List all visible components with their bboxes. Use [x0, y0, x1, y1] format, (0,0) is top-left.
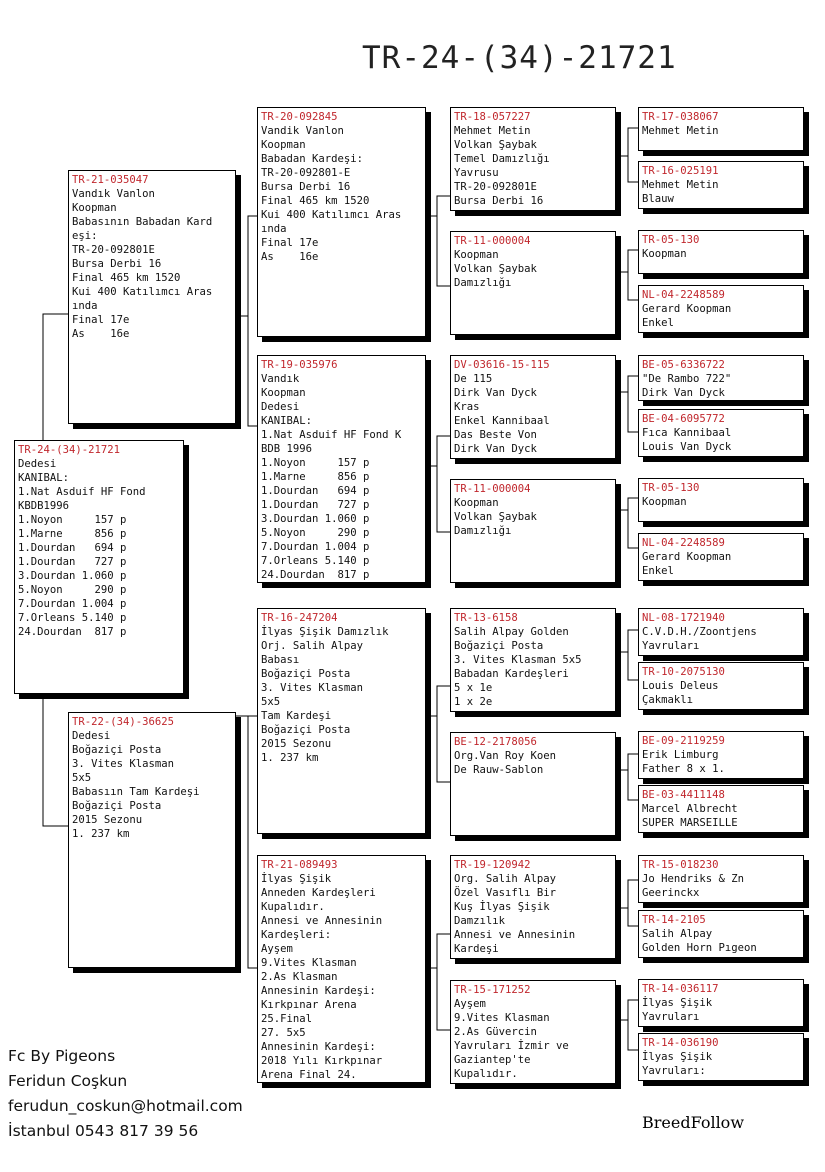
pedigree-box-gen5-16[interactable] [638, 1033, 804, 1081]
ring-number: TR-16-025191 [642, 165, 719, 177]
pedigree-box-dam-dam[interactable] [257, 855, 426, 1083]
detail-line: De Rauw-Sablon [454, 764, 544, 776]
detail-line: Bursa Derbi 16 [72, 258, 162, 270]
detail-line: SUPER MARSEILLE [642, 817, 738, 829]
detail-line: Golden Horn Pıgeon [642, 942, 757, 954]
box-details [642, 625, 800, 653]
box-details [454, 872, 612, 956]
detail-line: ında [261, 223, 287, 235]
detail-line: Enkel [642, 565, 674, 577]
detail-line: Boğaziçi Posta [72, 800, 162, 812]
pedigree-box-gen5-4[interactable] [638, 285, 804, 333]
detail-line: Annesinin Kardeşi: [261, 985, 376, 997]
ring-number: BE-09-2119259 [642, 735, 725, 747]
detail-line: Kardeşleri: [261, 929, 332, 941]
detail-line: 1.Dourdan 727 p [18, 556, 127, 568]
detail-line: 1.Noyon 157 p [18, 514, 127, 526]
detail-line: Louis Van Dyck [642, 441, 732, 453]
detail-line: 2015 Sezonu [261, 738, 332, 750]
detail-line: Vandık [261, 373, 300, 385]
ring-number: NL-08-1721940 [642, 612, 725, 624]
detail-line: Yavruları [642, 640, 700, 652]
pedigree-box-dds[interactable] [450, 855, 616, 959]
detail-line: Dirk Van Dyck [642, 387, 725, 399]
ring-number: TR-20-092845 [261, 111, 338, 123]
detail-line: Tam Kardeşi [261, 710, 332, 722]
detail-line: Bursa Derbi 16 [261, 181, 351, 193]
detail-line: Gerard Koopman [642, 551, 732, 563]
ring-number: TR-19-035976 [261, 359, 338, 371]
detail-line: Orj. Salih Alpay [261, 640, 364, 652]
detail-line: Org.Van Roy Koen [454, 750, 557, 762]
ring-number: TR-11-000004 [454, 235, 531, 247]
ring-number: TR-14-036117 [642, 983, 719, 995]
detail-line: Final 465 km 1520 [261, 195, 370, 207]
detail-line: 5x5 [261, 696, 281, 708]
detail-line: Ayşem [454, 998, 486, 1010]
ring-number: TR-14-2105 [642, 914, 706, 926]
detail-line: 3. Vites Klasman 5x5 [454, 654, 582, 666]
detail-line: Erik Limburg [642, 749, 719, 761]
detail-line: Koopman [72, 202, 117, 214]
detail-line: Babasının Babadan Kard [72, 216, 213, 228]
detail-line: BDB 1996 [261, 443, 313, 455]
box-details [72, 729, 232, 841]
detail-line: 9.Vites Klasman [261, 957, 357, 969]
box-details [642, 1050, 800, 1078]
detail-line: Geerinckx [642, 887, 700, 899]
detail-line: Koopman [642, 248, 687, 260]
detail-line: 2018 Yılı Kırkpınar [261, 1055, 383, 1067]
detail-line: Kupalıdır. [261, 901, 325, 913]
pedigree-box-gen5-3[interactable] [638, 230, 804, 274]
detail-line: eşi: [72, 230, 98, 242]
detail-line: Babasıın Tam Kardeşi [72, 786, 200, 798]
pedigree-box-sss[interactable] [450, 107, 616, 211]
detail-line: 2.As Güvercin [454, 1026, 537, 1038]
detail-line: Annesinin Kardeşi: [261, 1041, 376, 1053]
ring-number: NL-04-2248589 [642, 537, 725, 549]
box-details [454, 248, 612, 290]
credit-email: ferudun_coskun@hotmail.com [8, 1097, 243, 1115]
detail-line: ında [72, 300, 98, 312]
detail-line: 5.Noyon 290 p [18, 584, 127, 596]
pedigree-box-gen5-9[interactable] [638, 608, 804, 656]
detail-line: Yavruları [642, 1011, 700, 1023]
detail-line: "De Rambo 722" [642, 373, 732, 385]
detail-line: Enkel [642, 317, 674, 329]
box-details [454, 997, 612, 1081]
box-details [261, 872, 422, 1082]
detail-line: Boğaziçi Posta [72, 744, 162, 756]
detail-line: KANIBAL: [261, 415, 313, 427]
pedigree-box-gen5-1[interactable] [638, 107, 804, 151]
detail-line: Kırkpınar Arena [261, 999, 357, 1011]
detail-line: KBDB1996 [18, 500, 70, 512]
pedigree-box-dsd[interactable] [450, 732, 616, 836]
pedigree-box-gen5-8[interactable] [638, 533, 804, 581]
detail-line: Salih Alpay [642, 928, 713, 940]
ring-number: BE-12-2178056 [454, 736, 537, 748]
detail-line: 1 x 2e [454, 696, 493, 708]
box-details [642, 247, 800, 261]
pedigree-box-ssd[interactable] [450, 231, 616, 335]
detail-line: 1.Dourdan 694 p [261, 485, 370, 497]
detail-line: Vandik Vanlon [261, 125, 344, 137]
detail-line: Koopman [261, 387, 306, 399]
detail-line: 1.Nat Asduif HF Fond [18, 486, 146, 498]
pedigree-box-ddd[interactable] [450, 980, 616, 1084]
pedigree-box-sire[interactable] [68, 170, 236, 424]
pedigree-box-subject[interactable] [14, 440, 184, 694]
box-details [642, 802, 800, 830]
box-details [454, 749, 612, 777]
detail-line: Final 17e [261, 237, 319, 249]
box-details [642, 550, 800, 578]
detail-line: Yavruları: [642, 1065, 706, 1077]
detail-line: Boğaziçi Posta [261, 724, 351, 736]
ring-number: TR-15-018230 [642, 859, 719, 871]
detail-line: Özel Vasıflı Bir [454, 887, 557, 899]
detail-line: Babadan Kardeşi: [261, 153, 364, 165]
detail-line: Gerard Koopman [642, 303, 732, 315]
detail-line: TR-20-092801-E [261, 167, 351, 179]
detail-line: Volkan Şaybak [454, 263, 537, 275]
ring-number: TR-05-130 [642, 482, 700, 494]
detail-line: Babadan Kardeşleri [454, 668, 569, 680]
detail-line: Babası [261, 654, 300, 666]
pedigree-box-gen5-15[interactable] [638, 979, 804, 1027]
box-details [454, 372, 612, 456]
detail-line: 7.Dourdan 1.004 p [18, 598, 127, 610]
ring-number: TR-11-000004 [454, 483, 531, 495]
detail-line: TR-20-092801E [454, 181, 537, 193]
detail-line: 3. Vites Klasman [72, 758, 175, 770]
detail-line: Father 8 x 1. [642, 763, 725, 775]
ring-number: BE-05-6336722 [642, 359, 725, 371]
detail-line: İlyas Şişik Damızlık [261, 626, 389, 638]
credit-loft-name: Fc By Pigeons [8, 1047, 116, 1065]
ring-number: TR-10-2075130 [642, 666, 725, 678]
detail-line: Koopman [454, 497, 499, 509]
pedigree-box-gen5-10[interactable] [638, 662, 804, 710]
ring-number: TR-14-036190 [642, 1037, 719, 1049]
detail-line: 1.Noyon 157 p [261, 457, 370, 469]
pedigree-box-gen5-13[interactable] [638, 855, 804, 903]
box-details [72, 187, 232, 341]
detail-line: Mehmet Metin [642, 179, 719, 191]
pedigree-box-gen5-2[interactable] [638, 161, 804, 209]
box-details [642, 748, 800, 776]
box-details [261, 124, 422, 264]
detail-line: Annesi ve Annesinin [454, 929, 576, 941]
detail-line: Dirk Van Dyck [454, 443, 537, 455]
detail-line: 3. Vites Klasman [261, 682, 364, 694]
detail-line: 1. 237 km [261, 752, 319, 764]
detail-line: As 16e [72, 328, 130, 340]
detail-line: Bursa Derbi 16 [454, 195, 544, 207]
detail-line: As 16e [261, 251, 319, 263]
detail-line: Damzılık [454, 915, 506, 927]
detail-line: Fıca Kannibaal [642, 427, 732, 439]
detail-line: 2.As Klasman [261, 971, 338, 983]
box-details [642, 495, 800, 509]
pedigree-box-gen5-5[interactable] [638, 355, 804, 401]
ring-number: BE-03-4411148 [642, 789, 725, 801]
detail-line: Marcel Albrecht [642, 803, 738, 815]
detail-line: Arena Final 24. [261, 1069, 357, 1081]
detail-line: İlyas Şişik [642, 997, 713, 1009]
detail-line: Org. Salih Alpay [454, 873, 557, 885]
detail-line: Volkan Şaybak [454, 511, 537, 523]
ring-number: TR-22-(34)-36625 [72, 716, 175, 728]
box-details [642, 302, 800, 330]
ring-number: TR-15-171252 [454, 984, 531, 996]
detail-line: 1.Nat Asduif HF Fond K [261, 429, 402, 441]
detail-line: Dirk Van Dyck [454, 387, 537, 399]
detail-line: İlyas Şişik [261, 873, 332, 885]
detail-line: Final 465 km 1520 [72, 272, 181, 284]
detail-line: 1.Dourdan 727 p [261, 499, 370, 511]
detail-line: Blauw [642, 193, 674, 205]
detail-line: 1.Marne 856 p [18, 528, 127, 540]
detail-line: 27. 5x5 [261, 1027, 306, 1039]
box-details [642, 872, 800, 900]
pedigree-box-gen5-11[interactable] [638, 731, 804, 779]
pedigree-box-gen5-12[interactable] [638, 785, 804, 833]
detail-line: TR-20-092801E [72, 244, 155, 256]
box-details [642, 372, 800, 400]
detail-line: Anneden Kardeşleri [261, 887, 376, 899]
box-details [642, 927, 800, 955]
detail-line: Final 17e [72, 314, 130, 326]
pedigree-box-dss[interactable] [450, 608, 616, 712]
detail-line: Jo Hendriks & Zn [642, 873, 745, 885]
detail-line: 2015 Sezonu [72, 814, 143, 826]
ring-number: TR-19-120942 [454, 859, 531, 871]
ring-number: NL-04-2248589 [642, 289, 725, 301]
ring-number: TR-21-035047 [72, 174, 149, 186]
box-details [454, 496, 612, 538]
detail-line: Çakmaklı [642, 694, 694, 706]
detail-line: Das Beste Von [454, 429, 537, 441]
detail-line: Temel Damızlığı [454, 153, 550, 165]
detail-line: Dedesi [18, 458, 57, 470]
pedigree-box-sdd[interactable] [450, 479, 616, 583]
detail-line: Ayşem [261, 943, 293, 955]
detail-line: Koopman [454, 249, 499, 261]
pedigree-box-dam[interactable] [68, 712, 236, 968]
detail-line: 1.Dourdan 694 p [18, 542, 127, 554]
box-details [261, 625, 422, 765]
pedigree-box-gen5-7[interactable] [638, 478, 804, 522]
credit-phone: İstanbul 0543 817 39 56 [8, 1122, 199, 1140]
detail-line: 24.Dourdan 817 p [18, 626, 127, 638]
detail-line: Louis Deleus [642, 680, 719, 692]
detail-line: Volkan Şaybak [454, 139, 537, 151]
detail-line: 3.Dourdan 1.060 p [18, 570, 127, 582]
detail-line: Vandık Vanlon [72, 188, 155, 200]
ring-number: TR-18-057227 [454, 111, 531, 123]
detail-line: Dedesi [72, 730, 111, 742]
detail-line: İlyas Şişik [642, 1051, 713, 1063]
detail-line: Annesi ve Annesinin [261, 915, 383, 927]
detail-line: Kardeşi [454, 943, 499, 955]
ring-number: TR-21-089493 [261, 859, 338, 871]
pedigree-box-gen5-6[interactable] [638, 409, 804, 457]
pedigree-box-sds[interactable] [450, 355, 616, 459]
detail-line: 3.Dourdan 1.060 p [261, 513, 370, 525]
detail-line: Kuş İlyas Şişik [454, 901, 550, 913]
detail-line: 7.Orleans 5.140 p [18, 612, 127, 624]
ring-number: BE-04-6095772 [642, 413, 725, 425]
ring-number: DV-03616-15-115 [454, 359, 550, 371]
detail-line: De 115 [454, 373, 493, 385]
detail-line: 25.Final [261, 1013, 313, 1025]
detail-line: Mehmet Metin [642, 125, 719, 137]
detail-line: Kui 400 Katılımcı Aras [72, 286, 213, 298]
detail-line: Salih Alpay Golden [454, 626, 569, 638]
detail-line: Damızlığı [454, 277, 512, 289]
detail-line: Koopman [261, 139, 306, 151]
detail-line: Kui 400 Katılımcı Aras [261, 209, 402, 221]
detail-line: 7.Orleans 5.140 p [261, 555, 370, 567]
detail-line: 1. 237 km [72, 828, 130, 840]
breeder-credit [8, 1044, 243, 1144]
detail-line: KANIBAL: [18, 472, 70, 484]
box-details [642, 178, 800, 206]
credit-owner-name: Feridun Coşkun [8, 1072, 128, 1090]
detail-line: Boğaziçi Posta [261, 668, 351, 680]
detail-line: Dedesi [261, 401, 300, 413]
box-details [642, 996, 800, 1024]
detail-line: Damızlığı [454, 525, 512, 537]
detail-line: Koopman [642, 496, 687, 508]
detail-line: 5x5 [72, 772, 92, 784]
pedigree-box-sire-sire[interactable] [257, 107, 426, 337]
box-details [454, 625, 612, 709]
detail-line: Yavruları İzmir ve [454, 1040, 569, 1052]
detail-line: 5.Noyon 290 p [261, 527, 370, 539]
detail-line: 5 x 1e [454, 682, 493, 694]
box-details [642, 426, 800, 454]
detail-line: Kupalıdır. [454, 1068, 518, 1080]
detail-line: Boğaziçi Posta [454, 640, 544, 652]
pedigree-box-sire-dam[interactable] [257, 355, 426, 583]
ring-number: TR-05-130 [642, 234, 700, 246]
detail-line: 1.Marne 856 p [261, 471, 370, 483]
ring-number: TR-17-038067 [642, 111, 719, 123]
detail-line: Mehmet Metin [454, 125, 531, 137]
detail-line: 7.Dourdan 1.004 p [261, 541, 370, 553]
detail-line: Yavrusu [454, 167, 499, 179]
ring-number: TR-13-6158 [454, 612, 518, 624]
box-details [454, 124, 612, 208]
pedigree-box-dam-sire[interactable] [257, 608, 426, 834]
detail-line: 9.Vites Klasman [454, 1012, 550, 1024]
pedigree-box-gen5-14[interactable] [638, 910, 804, 958]
ring-number: TR-16-247204 [261, 612, 338, 624]
detail-line: C.V.D.H./Zoontjens [642, 626, 757, 638]
detail-line: 24.Dourdan 817 p [261, 569, 370, 581]
box-details [261, 372, 422, 582]
detail-line: Kras [454, 401, 480, 413]
brand-label: BreedFollow [642, 1113, 745, 1132]
box-details [642, 679, 800, 707]
ring-number: TR-24-(34)-21721 [18, 444, 121, 456]
box-details [642, 124, 800, 138]
detail-line: Enkel Kannibaal [454, 415, 550, 427]
box-details [18, 457, 180, 639]
pedigree-title: TR-24-(34)-21721 [362, 40, 677, 76]
detail-line: Gaziantep'te [454, 1054, 531, 1066]
